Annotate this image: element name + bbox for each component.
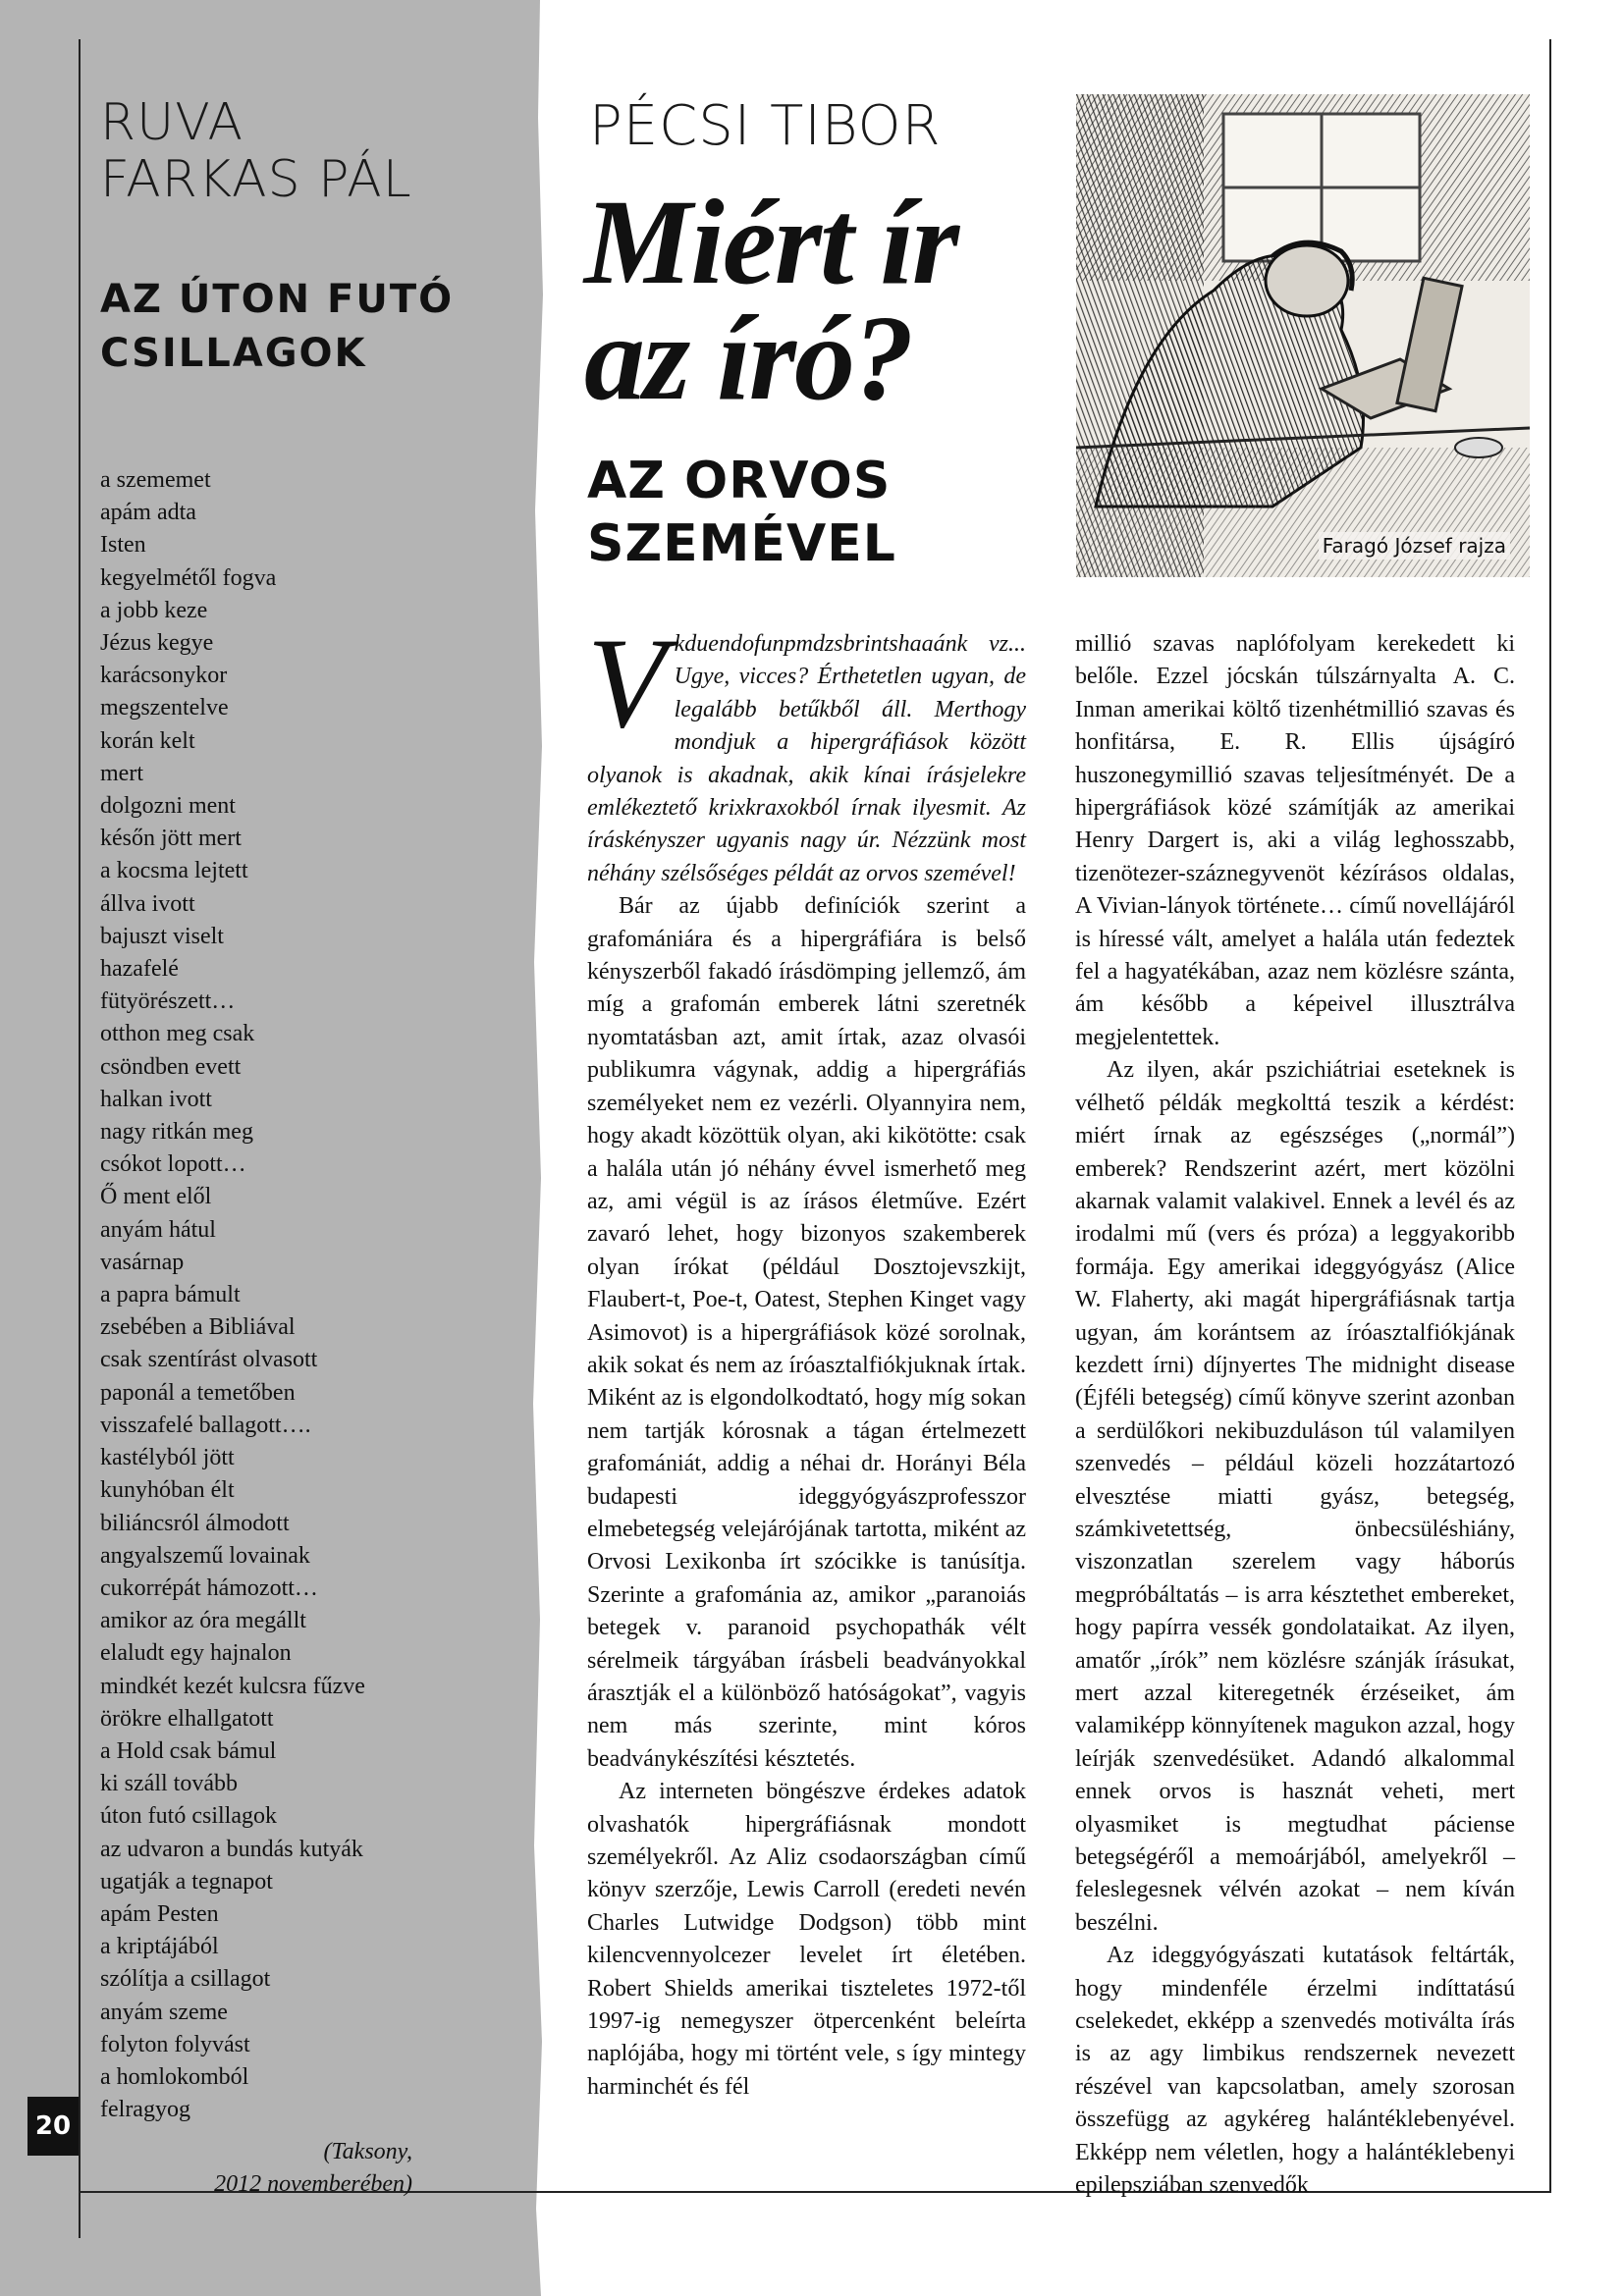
poem-line: visszafelé ballagott…. — [100, 1412, 311, 1438]
poem-title: AZ ÚTON FUTÓ CSILLAGOK — [100, 277, 455, 376]
illustration-caption: Faragó József rajza — [1319, 532, 1510, 560]
poem-line: Isten — [100, 532, 146, 559]
poem-line: fütyörészett… — [100, 988, 236, 1015]
article-subtitle-line: AZ ORVOS — [587, 452, 892, 510]
poem-body — [100, 464, 473, 2126]
poem-line: dolgozni ment — [100, 793, 236, 820]
poem-line: megszentelve — [100, 695, 229, 721]
poem-signature-line: 2012 novemberében) — [214, 2171, 412, 2197]
article-paragraph: Bár az újabb definíciók szerint a grafomániára és a hipergráfiára is belső kényszerből fakadó írásdömping jellemző, ám míg a grafomán emberek látni szeretnék nyomtatásban azt, amit írtak, azaz olvasói publikumra vágynak, addig a hipergráfiás személyeket nem ez vezérli. Olyannyira nem, hogy akadt közöttük olyan, aki kikötötte: csak a halála után jó néhány évvel ismerhető meg az, ami végül is az írásos életműve. Ezért zavaró lehet, hogy bizonyos szakemberek olyan írókat (például Dosztojevszkijt, Flaubert-t, Poe-t, Oatest, Stephen Kinget vagy Asimovot) is a hipergráfiások közé sorolnak, akik sokat és nem az íróasztalfiókjuknak írtak. Miként az is elgondolkodtató, hogy míg sokan nem tartják kórosnak a tágan értelmezett grafomániát, addig a néhai dr. Horányi Béla budapesti ideggyógyászprofesszor elmebetegség velejárójának tartotta, miként az Orvosi Lexikonba írt szócikke is tanúsítja. Szerinte a grafománia az, amikor „paranoiás betegek v. paranoid psychopathák vélt sérelmeik tárgyában írásbeli beadványokkal árasztják el a különböző hatóságokat”, vagyis nem más szerinte, mint kóros beadványkészítési késztetés. — [587, 893, 1026, 1772]
article-subtitle — [587, 450, 1039, 575]
poem-line: a papra bámult — [100, 1282, 241, 1308]
poem-line: mindkét kezét kulcsra fűzve — [100, 1673, 365, 1699]
poem-line: szólítja a csillagot — [100, 1966, 271, 1993]
poem-line: kegyelmétől fogva — [100, 564, 277, 591]
illustration-etching — [1076, 94, 1530, 577]
poem-line: a szememet — [100, 467, 211, 493]
poem-line: a kriptájából — [100, 1934, 219, 1960]
poem-line: a homlokomból — [100, 2063, 249, 2090]
article-paragraph: Az interneten böngészve érdekes adatok olvashatók hipergráfiásnak mondott személyekről. Az Aliz csodaországban című könyv szerzője, Lewis Carroll (eredeti nevén Charles Lutwidge Dodgson) több mint kilencvennyolcezer levelet írt életében. Robert Shields amerikai tiszteletes 1972-től 1997-ig nemegyszer ötpercenként beleírta naplójába, hogy mi történt vele, s így mintegy harminchét és fél — [587, 1779, 1026, 2100]
poem-line: korán kelt — [100, 727, 195, 754]
article-title — [584, 175, 1075, 425]
poem-line: folyton folyvást — [100, 2031, 250, 2057]
poem-line: felragyog — [100, 2097, 190, 2123]
poem-line: otthon meg csak — [100, 1021, 255, 1047]
poem-line: angyalszemű lovainak — [100, 1542, 310, 1569]
poem-line: bajuszt viselt — [100, 923, 224, 949]
poem-line: későn jött mert — [100, 826, 242, 852]
poem-line: halkan ivott — [100, 1086, 212, 1112]
frame-right-line — [1549, 39, 1551, 2193]
article-paragraph: Az ideggyógyászati kutatások feltárták, hogy mindenféle érzelmi indíttatású cselekedet, ekképp a szenvedés motiválta írás is az agy limbikus rendszernek nevezett részével van kapcsolatban, amely szorosan összefügg az agykéreg halántéklebenyével. Ekképp nem véletlen, hogy a halántéklebenyi epilepsziában szenvedők — [1075, 1943, 1515, 2199]
drop-cap: V — [587, 611, 667, 755]
poem-line: karácsonykor — [100, 663, 228, 689]
poem-line: a kocsma lejtett — [100, 858, 248, 884]
article-column-right — [1075, 628, 1515, 2203]
poem-line: kastélyból jött — [100, 1445, 235, 1471]
article-paragraph: Az ilyen, akár pszichiátriai eseteknek is vélhető példák megkolttá teszik a kérdést: miért írnak az egészséges („normál”) emberek? Rendszerint azért, mert közölni akarnak valamit valakivel. Ennek a levél és az irodalmi mű (vers és próza) a leggyakoribb formája. Egy amerikai ideggyógyász (Alice W. Flaherty, aki magát hipergráfiásnak tartja ugyan, ám korántsem az íróasztalfiókjának kezdett írni) díjnyertes The midnight disease (Éjféli betegség) című könyve szerint azonban a serdülőkori nekibuzduláson túl valamilyen szenvedés – például közeli hozzátartozó elvesztése miatti gyász, betegség, számkivetettség, önbecsüléshiány, viszonzatlan szerelem vagy háborús megpróbáltatás – is arra késztethet embereket, hogy papírra vessék gondolataikat. Az ilyen, amatőr „írók” nem közlésre szánják írásukat, mert azzal kiteregetnék érzéseiket, ám valamiképp könnyítenek magukon azzal, hogy leírják szenvedésüket. Adandó alkalommal ennek orvos is hasznát veheti, mert olyasmiket is megtudhat páciense betegségéről a memoárjából, amelyekről – feleslegesnek vélvén azokat – nem kíván beszélni. — [1075, 1057, 1515, 1936]
poem-signature — [128, 2136, 412, 2201]
poem-line: örökre elhallgatott — [100, 1705, 274, 1732]
article-subtitle-line: SZEMÉVEL — [587, 514, 896, 573]
etching-drawing — [1076, 94, 1530, 577]
poem-line: a jobb keze — [100, 597, 208, 623]
poem-line: úton futó csillagok — [100, 1803, 277, 1830]
poem-line: anyám hátul — [100, 1216, 216, 1243]
article-column-middle — [587, 611, 1026, 2104]
poem-line: amikor az óra megállt — [100, 1608, 306, 1634]
poem-author — [100, 94, 513, 208]
poem-line: elaludt egy hajnalon — [100, 1640, 292, 1667]
poem-line: az udvaron a bundás kutyák — [100, 1836, 363, 1862]
poem-line: zsebében a Bibliával — [100, 1314, 296, 1341]
article-title-line: az író? — [584, 291, 912, 425]
poem-signature-line: (Taksony, — [323, 2139, 412, 2164]
poem-author-line: FARKAS PÁL — [100, 150, 412, 209]
poem-line: csak szentírást olvasott — [100, 1347, 318, 1373]
poem-line: cukorrépát hámozott… — [100, 1575, 318, 1601]
article-lead-paragraph — [587, 611, 1026, 890]
poem-line: biliáncsról álmodott — [100, 1510, 290, 1536]
page-number: 20 — [27, 2097, 79, 2156]
poem-line: hazafelé — [100, 956, 179, 983]
poem-line: nagy ritkán meg — [100, 1119, 253, 1146]
poem-line: anyám szeme — [100, 1999, 228, 2025]
poem-line: állva ivott — [100, 890, 195, 917]
poem-line: Ő ment elől — [100, 1184, 212, 1210]
poem-line: Jézus kegye — [100, 630, 214, 657]
poem-line: apám adta — [100, 500, 196, 526]
article-lead-text: kduendofunpmdzsbrintshaaánk vz... Ugye, vicces? Érthetetlen ugyan, de legalább betűkből áll. Merthogy mondjuk a hipergráfiások között olyanok is akadnak, akik kínai írásjelekre emlékeztető krixkraxokból írnak ilyesmit. Az íráskényszer ugyanis nagy úr. Nézzünk most néhány szélsőséges példát az orvos szemével! — [587, 631, 1026, 886]
poem-line: ugatják a tegnapot — [100, 1868, 273, 1895]
poem-line: ki száll tovább — [100, 1771, 238, 1797]
poem-line: a Hold csak bámul — [100, 1737, 277, 1764]
poem-line: csókot lopott… — [100, 1151, 246, 1178]
poem-line: apám Pesten — [100, 1900, 219, 1927]
poem-line: vasárnap — [100, 1249, 185, 1275]
article-author: PÉCSI TIBOR — [589, 94, 942, 158]
frame-left-line — [79, 39, 81, 2238]
poem-line: paponál a temetőben — [100, 1379, 296, 1406]
poem-line: kunyhóban élt — [100, 1477, 235, 1504]
article-paragraph: millió szavas naplófolyam kerekedett ki belőle. Ezzel jócskán túlszárnyalta A. C. Inman amerikai költő tizenhétmillió szavas és honfitársa, E. R. Ellis újságíró huszonegymillió szavas teljesítményét. De a hipergráfiások közé számítják az amerikai Henry Dargert is, aki a világ leghosszabb, tizenötezer-száznegyvenöt kézírásos oldalas, A Vivian-lányok története… című novellájáról is híressé vált, amelyet a halála után fedeztek fel a hagyatékában, azaz nem közlésre szánta, ám később a képeivel illusztrálva megjelentettek. — [1075, 631, 1515, 1050]
poem-line: csöndben evett — [100, 1053, 242, 1080]
poem-line: mert — [100, 760, 143, 786]
poem-author-line: RUVA — [100, 93, 244, 152]
article-title-line: Miért ír — [584, 175, 958, 309]
